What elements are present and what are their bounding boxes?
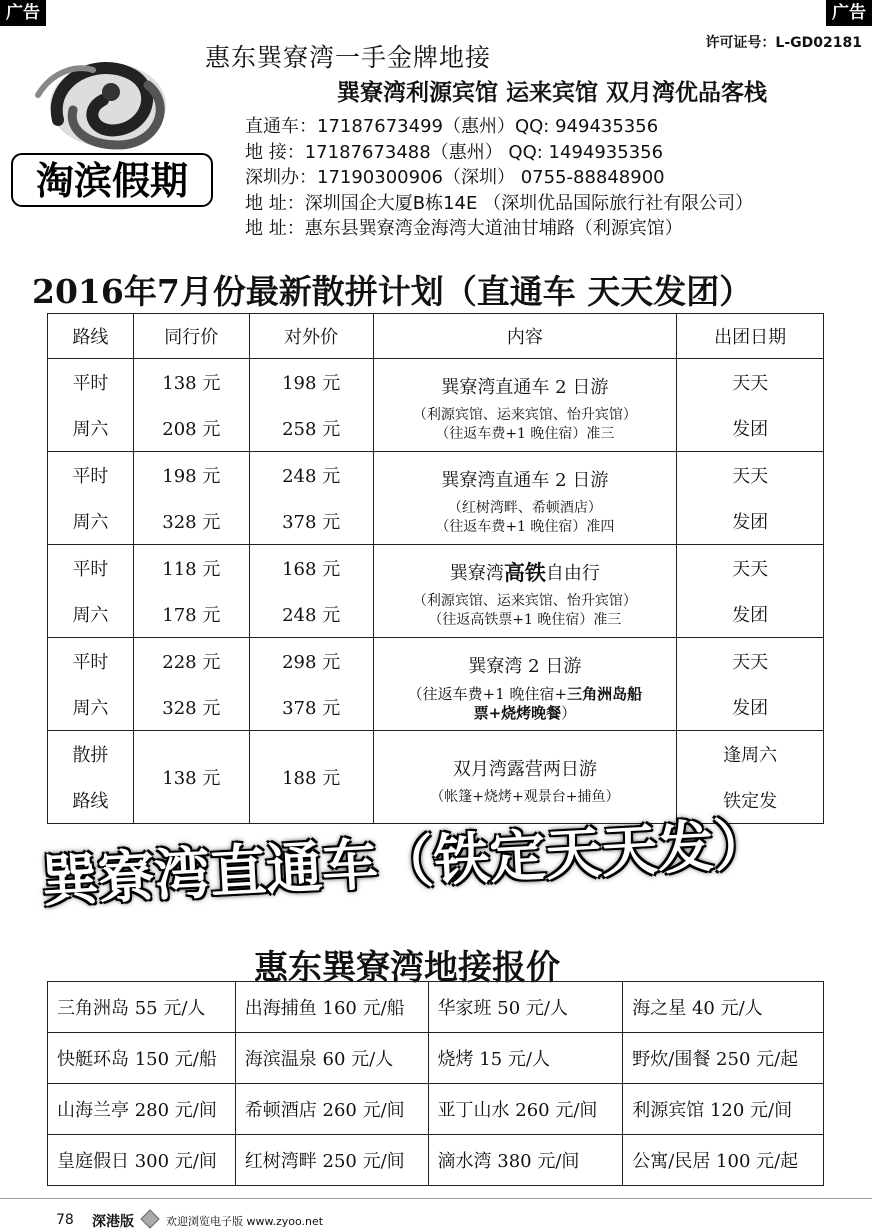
tour-name: 双月湾露营两日游 [452, 758, 597, 780]
header-public-price: 对外价 [249, 314, 373, 359]
public-price: 298 元 [282, 652, 341, 673]
header-route: 路线 [48, 314, 134, 359]
price-cell: 红树湾畔 250 元/间 [235, 1135, 428, 1186]
departure-info: 逢周六 [723, 745, 778, 766]
route-label: 周六 [72, 419, 109, 440]
peer-price: 328 元 [162, 698, 221, 719]
table-header-row [48, 314, 824, 359]
price-cell: 利源宾馆 120 元/间 [623, 1084, 824, 1135]
tour-detail: （利源宾馆、运来宾馆、怡升宾馆） [412, 407, 637, 423]
peer-price: 208 元 [162, 419, 221, 440]
table-row [48, 359, 824, 452]
route-label: 平时 [72, 466, 109, 487]
price-cell: 快艇环岛 150 元/船 [48, 1033, 236, 1084]
peer-price: 228 元 [162, 652, 221, 673]
table-row [48, 452, 824, 545]
hotel-list: 巽寮湾利源宾馆 运来宾馆 双月湾优品客栈 [337, 80, 768, 106]
plan-title: 2016年7月份最新散拼计划（直通车 天天发团） [32, 272, 753, 311]
header-departure: 出团日期 [677, 314, 824, 359]
departure-info: 天天 [732, 652, 769, 673]
table-row [48, 982, 824, 1033]
peer-price: 138 元 [162, 373, 221, 394]
peer-price: 138 元 [162, 768, 221, 789]
price-cell: 烧烤 15 元/人 [428, 1033, 623, 1084]
swirl-logo-icon [8, 50, 223, 210]
route-label: 周六 [72, 698, 109, 719]
tour-detail: （红树湾畔、希顿酒店） [447, 500, 602, 516]
route-label: 平时 [72, 652, 109, 673]
peer-price: 328 元 [162, 512, 221, 533]
contact-line: 地 接：17187673488（惠州） QQ: 1494935356 [245, 141, 664, 163]
local-price-table [47, 981, 824, 1186]
header-peer-price: 同行价 [133, 314, 249, 359]
tour-name: 巽寮湾直通车 2 日游 [441, 377, 609, 398]
ad-label-left: 广告 [0, 0, 46, 26]
price-cell: 出海捕鱼 160 元/船 [235, 982, 428, 1033]
contact-line: 地 址：深圳国企大厦B栋14E （深圳优品国际旅行社有限公司） [245, 192, 754, 214]
tour-detail: （往返车费+1 晚住宿）准四 [435, 519, 615, 535]
price-cell: 亚丁山水 260 元/间 [428, 1084, 623, 1135]
table-row [48, 638, 824, 731]
route-label: 路线 [72, 791, 109, 812]
tour-detail: 票+烧烤晚餐） [473, 704, 577, 722]
tour-detail: （往返高铁票+1 晚住宿）准三 [428, 612, 622, 628]
page-number: 78 [56, 1212, 74, 1228]
price-cell: 海滨温泉 60 元/人 [235, 1033, 428, 1084]
contact-line: 直通车：17187673499（惠州）QQ: 949435356 [245, 116, 659, 137]
peer-price: 198 元 [162, 466, 221, 487]
price-cell: 海之星 40 元/人 [623, 982, 824, 1033]
route-label: 散拼 [72, 745, 109, 766]
table-row [48, 545, 824, 638]
route-label: 周六 [72, 512, 109, 533]
tour-detail: （利源宾馆、运来宾馆、怡升宾馆） [412, 593, 637, 609]
route-label: 平时 [72, 373, 109, 394]
contact-block [245, 114, 753, 242]
tour-detail: （往返车费+1 晚住宿）准三 [435, 426, 615, 442]
peer-price: 178 元 [162, 605, 221, 626]
table-row [48, 1135, 824, 1186]
price-cell: 希顿酒店 260 元/间 [235, 1084, 428, 1135]
company-logo [8, 50, 223, 210]
header-content: 内容 [373, 314, 677, 359]
edition-label: 深港版 [92, 1214, 134, 1230]
departure-info: 发团 [732, 512, 769, 533]
departure-info: 天天 [732, 373, 769, 394]
public-price: 248 元 [282, 605, 341, 626]
slogan: 惠东巽寮湾一手金牌地接 [205, 43, 492, 72]
peer-price: 118 元 [162, 559, 221, 580]
table-row [48, 1033, 824, 1084]
ad-label-right: 广告 [826, 0, 872, 26]
license-number: 许可证号：L-GD02181 [705, 35, 862, 51]
departure-info: 天天 [732, 559, 769, 580]
departure-info: 天天 [732, 466, 769, 487]
tour-detail: （帐篷+烧烤+观景台+捕鱼） [430, 788, 620, 805]
contact-line: 深圳办：17190300906（深圳） 0755-88848900 [245, 167, 665, 188]
public-price: 378 元 [282, 698, 341, 719]
tour-name: 巽寮湾直通车 2 日游 [441, 470, 609, 491]
price-cell: 三角洲岛 55 元/人 [48, 982, 236, 1033]
logo-text: 淘滨假期 [35, 158, 189, 203]
departure-info: 发团 [732, 698, 769, 719]
contact-line: 地 址：惠东县巽寮湾金海湾大道油甘埔路（利源宾馆） [245, 218, 683, 239]
public-price: 248 元 [282, 466, 341, 487]
tour-plan-table [47, 313, 824, 824]
tour-highlight: 高铁 [503, 561, 546, 585]
page-footer [0, 1198, 872, 1230]
tour-name: 巽寮湾 高铁 自由行 [450, 552, 600, 592]
tour-name: 巽寮湾 2 日游 [468, 656, 582, 677]
price-cell: 华家班 50 元/人 [428, 982, 623, 1033]
promo-subtitle: 惠东巽寮湾地接报价 [254, 948, 560, 988]
departure-info: 发团 [732, 419, 769, 440]
promo-title: 巽寮湾直通车（铁定天天发） [40, 811, 772, 915]
public-price: 168 元 [282, 559, 341, 580]
site-link[interactable]: 欢迎浏览电子版 www.zyoo.net [166, 1215, 324, 1228]
route-label: 平时 [72, 559, 109, 580]
departure-info: 铁定发 [723, 791, 778, 812]
public-price: 378 元 [282, 512, 341, 533]
public-price: 198 元 [282, 373, 341, 394]
price-cell: 公寓/民居 100 元/起 [623, 1135, 824, 1186]
tour-detail: （往返车费+1 晚住宿+三角洲岛船 [407, 685, 643, 703]
table-row [48, 1084, 824, 1135]
price-cell: 皇庭假日 300 元/间 [48, 1135, 236, 1186]
route-label: 周六 [72, 605, 109, 626]
price-cell: 野炊/围餐 250 元/起 [623, 1033, 824, 1084]
departure-info: 发团 [732, 605, 769, 626]
price-cell: 滴水湾 380 元/间 [428, 1135, 623, 1186]
public-price: 258 元 [282, 419, 341, 440]
public-price: 188 元 [282, 768, 341, 789]
diamond-icon [140, 1209, 160, 1230]
price-cell: 山海兰亭 280 元/间 [48, 1084, 236, 1135]
